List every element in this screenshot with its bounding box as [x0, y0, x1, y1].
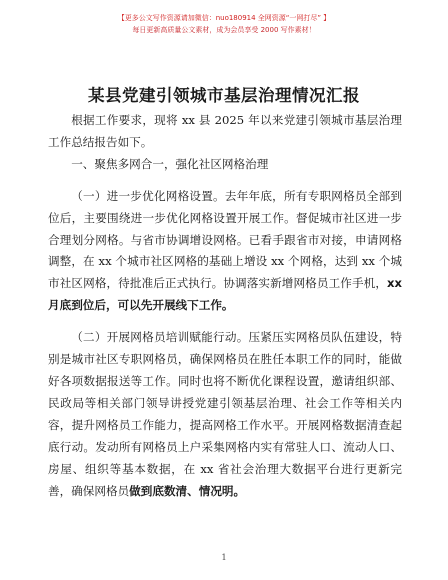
paragraph-2	[48, 327, 402, 502]
document-title: 某县党建引领城市基层治理情况汇报	[88, 86, 360, 105]
paragraph-2-text: （二）开展网格员培训赋能行动。压紧压实网格员队伍建设，特别是城市社区专职网格员，确保网格员在胜任本职工作的同时，能做好各项数据报送等工作。同时也将不断优化课程设置，邀请组织部、民政局等相关部门领导讲授党建引领基层治理、社会工作等相关内容，提升网格员工作能力，提高网格工作水平。开展网格数据清查起底行动。发动所有网格员上户采集网格内实有常驻人口、流动人口、房屋、组织等基本数据，在 xx 省社会治理大数据平台进行更新完善，确保网格员	[48, 330, 402, 498]
section-heading: 一、聚焦多网合一，强化社区网格治理	[71, 156, 269, 171]
header-banner	[0, 12, 448, 36]
banner-line-1: 【更多公文写作资源请加微信：nuo180914 全网资源“一网打尽” 】	[117, 14, 331, 22]
banner-line-2: 每日更新高质量公文素材，成为会员享受 2000 写作素材！	[132, 26, 316, 34]
paragraph-1-bold: xx 月底到位后，可以先开展线下工作。	[48, 276, 402, 313]
paragraph-1	[48, 186, 402, 317]
paragraph-1-text: （一）进一步优化网格设置。去年年底，所有专职网格员全部到位后，主要围绕进一步优化网格设置开展工作。督促城市社区进一步合理划分网格。与省市协调增设网格。已看手跟省市对接，申请网格调整，在 xx 个城市社区网格的基础上增设 xx 个网格，达到 xx 个城市社区网格，待批准后正式执行。协调落实新增网格员工作手机，	[48, 188, 402, 291]
paragraph-2-bold: 做到底数清、情况明。	[129, 483, 246, 498]
document-body	[48, 110, 402, 502]
intro-paragraph: 根据工作要求，现将 xx 县 2025 年以来党建引领城市基层治理工作总结报告如下。	[48, 113, 402, 149]
page-number: 1	[221, 553, 227, 562]
